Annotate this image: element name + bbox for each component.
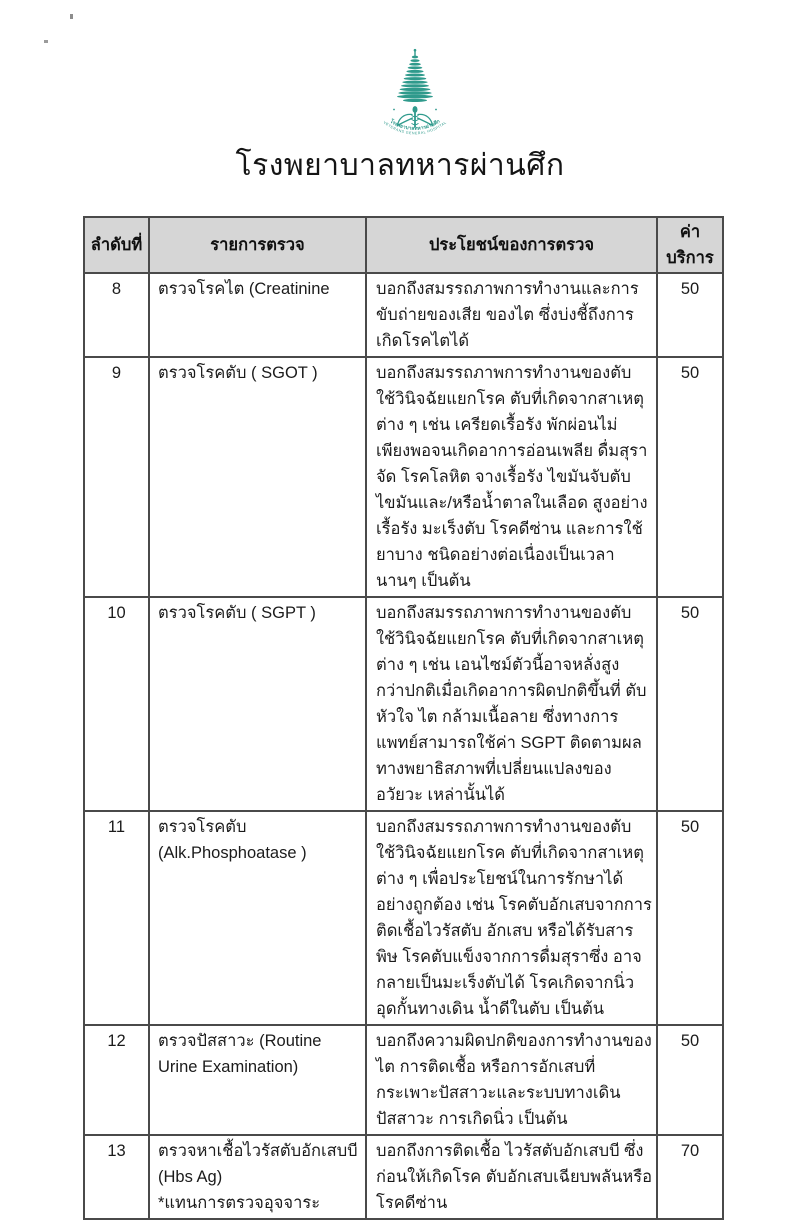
table-row [84,811,723,1025]
cell-service-fee: 70 [657,1135,723,1219]
cell-service-fee: 50 [657,273,723,357]
cell-exam-item [149,273,366,357]
cell-exam-item [149,1135,366,1219]
exam-item-text: ตรวจโรคตับ ( SGOT ) [158,364,318,382]
header-service-fee: ค่าบริการ [657,217,723,273]
seal-spire-icon [397,49,433,102]
cell-order-no: 8 [84,273,149,357]
cell-exam-benefit: บอกถึงสมรรถภาพการทำงานของตับ ใช้วินิจฉัยแยกโรค ตับที่เกิดจากสาเหตุต่าง ๆ เพื่อประโยชน์ในการรักษาได้ อย่างถูกต้อง เช่น โรคตับอักเสบจากการติดเชื้อไวรัสตับ อักเสบ หรือได้รับสารพิษ โรคตับแข็งจากการดื่มสุราซึ่ง อาจกลายเป็นมะเร็งตับได้ โรคเกิดจากนิ่วอุดกั้นทางเดิน น้ำดีในตับ เป็นต้น [366,811,657,1025]
table-row [84,1135,723,1219]
hospital-seal [370,48,460,160]
table-row [84,273,723,357]
scan-speck [70,14,73,19]
cell-exam-benefit: บอกถึงสมรรถภาพการทำงานของตับ ใช้วินิจฉัยแยกโรค ตับที่เกิดจากสาเหตุต่าง ๆ เช่น เอนไซม์ตัวนี้อาจหลั่งสูง กว่าปกติเมื่อเกิดอาการผิดปกติขึ้นที่ ตับ หัวใจ ไต กล้ามเนื้อลาย ซึ่งทางการแพทย์สามารถใช้ค่า SGPT ติดตามผลทางพยาธิสภาพที่เปลี่ยนแปลงของอวัยวะ เหล่านั้นได้ [366,597,657,811]
cell-order-no: 10 [84,597,149,811]
cell-order-no: 11 [84,811,149,1025]
page-title: โรงพยาบาลทหารผ่านศึก [235,149,565,182]
cell-service-fee: 50 [657,597,723,811]
cell-service-fee: 50 [657,357,723,597]
seal-arc-text-thai: โรงพยาบาลทหารผ่านศึก [388,118,442,132]
table-header-row [84,217,723,273]
exam-table-container [83,216,724,1220]
cell-exam-benefit: บอกถึงการติดเชื้อ ไวรัสตับอักเสบบี ซึ่งก่อนให้เกิดโรค ตับอักเสบเฉียบพลันหรือโรคดีซ่าน [366,1135,657,1219]
cell-order-no: 13 [84,1135,149,1219]
cell-exam-benefit: บอกถึงสมรรถภาพการทำงานของตับ ใช้วินิจฉัยแยกโรค ตับที่เกิดจากสาเหตุต่าง ๆ เช่น เครียดเรื้อรัง พักผ่อนไม่ เพียงพอจนเกิดอาการอ่อนเพลีย ดื่มสุราจัด โรคโลหิต จางเรื้อรัง ไขมันจับตับ ไขมันและ/หรือน้ำตาลในเลือด สูงอย่างเรื้อรัง มะเร็งตับ โรคดีซ่าน และการใช้ยาบาง ชนิดอย่างต่อเนื่องเป็นเวลานานๆ เป็นต้น [366,357,657,597]
table-row [84,357,723,597]
exam-item-text: ตรวจโรคตับ ( SGPT ) [158,604,316,622]
header-order-no: ลำดับที่ [84,217,149,273]
exam-item-text: ตรวจโรคตับ (Alk.Phosphoatase ) [158,818,307,862]
cell-exam-item [149,811,366,1025]
table-row [84,1025,723,1135]
cell-order-no: 9 [84,357,149,597]
cell-order-no: 12 [84,1025,149,1135]
cell-exam-item [149,1025,366,1135]
exam-item-text: ตรวจปัสสาวะ (Routine Urine Examination) [158,1032,322,1076]
header-exam-benefit: ประโยชน์ของการตรวจ [366,217,657,273]
exam-item-text: ตรวจโรคไต (Creatinine [158,280,330,298]
cell-exam-item [149,597,366,811]
cell-exam-benefit: บอกถึงความผิดปกติของการทำงานของไต การติดเชื้อ หรือการอักเสบที่กระเพาะปัสสาวะและระบบทางเดิน ปัสสาวะ การเกิดนิ่ว เป็นต้น [366,1025,657,1135]
table-row [84,597,723,811]
cell-exam-benefit: บอกถึงสมรรถภาพการทำงานและการขับถ่ายของเสีย ของไต ซึ่งบ่งชี้ถึงการเกิดโรคไตได้ [366,273,657,357]
seal-arc-text-english: VETERANS GENERAL HOSPITAL [382,120,448,136]
cell-service-fee: 50 [657,1025,723,1135]
cell-exam-item [149,357,366,597]
exam-table [83,216,724,1220]
exam-item-note: *แทนการตรวจอุจจาระ [158,1194,321,1212]
header-exam-item: รายการตรวจ [149,217,366,273]
cell-service-fee: 50 [657,811,723,1025]
scan-speck [44,40,48,43]
exam-item-text: ตรวจหาเชื้อไวรัสตับอักเสบบี (Hbs Ag) [158,1142,358,1186]
